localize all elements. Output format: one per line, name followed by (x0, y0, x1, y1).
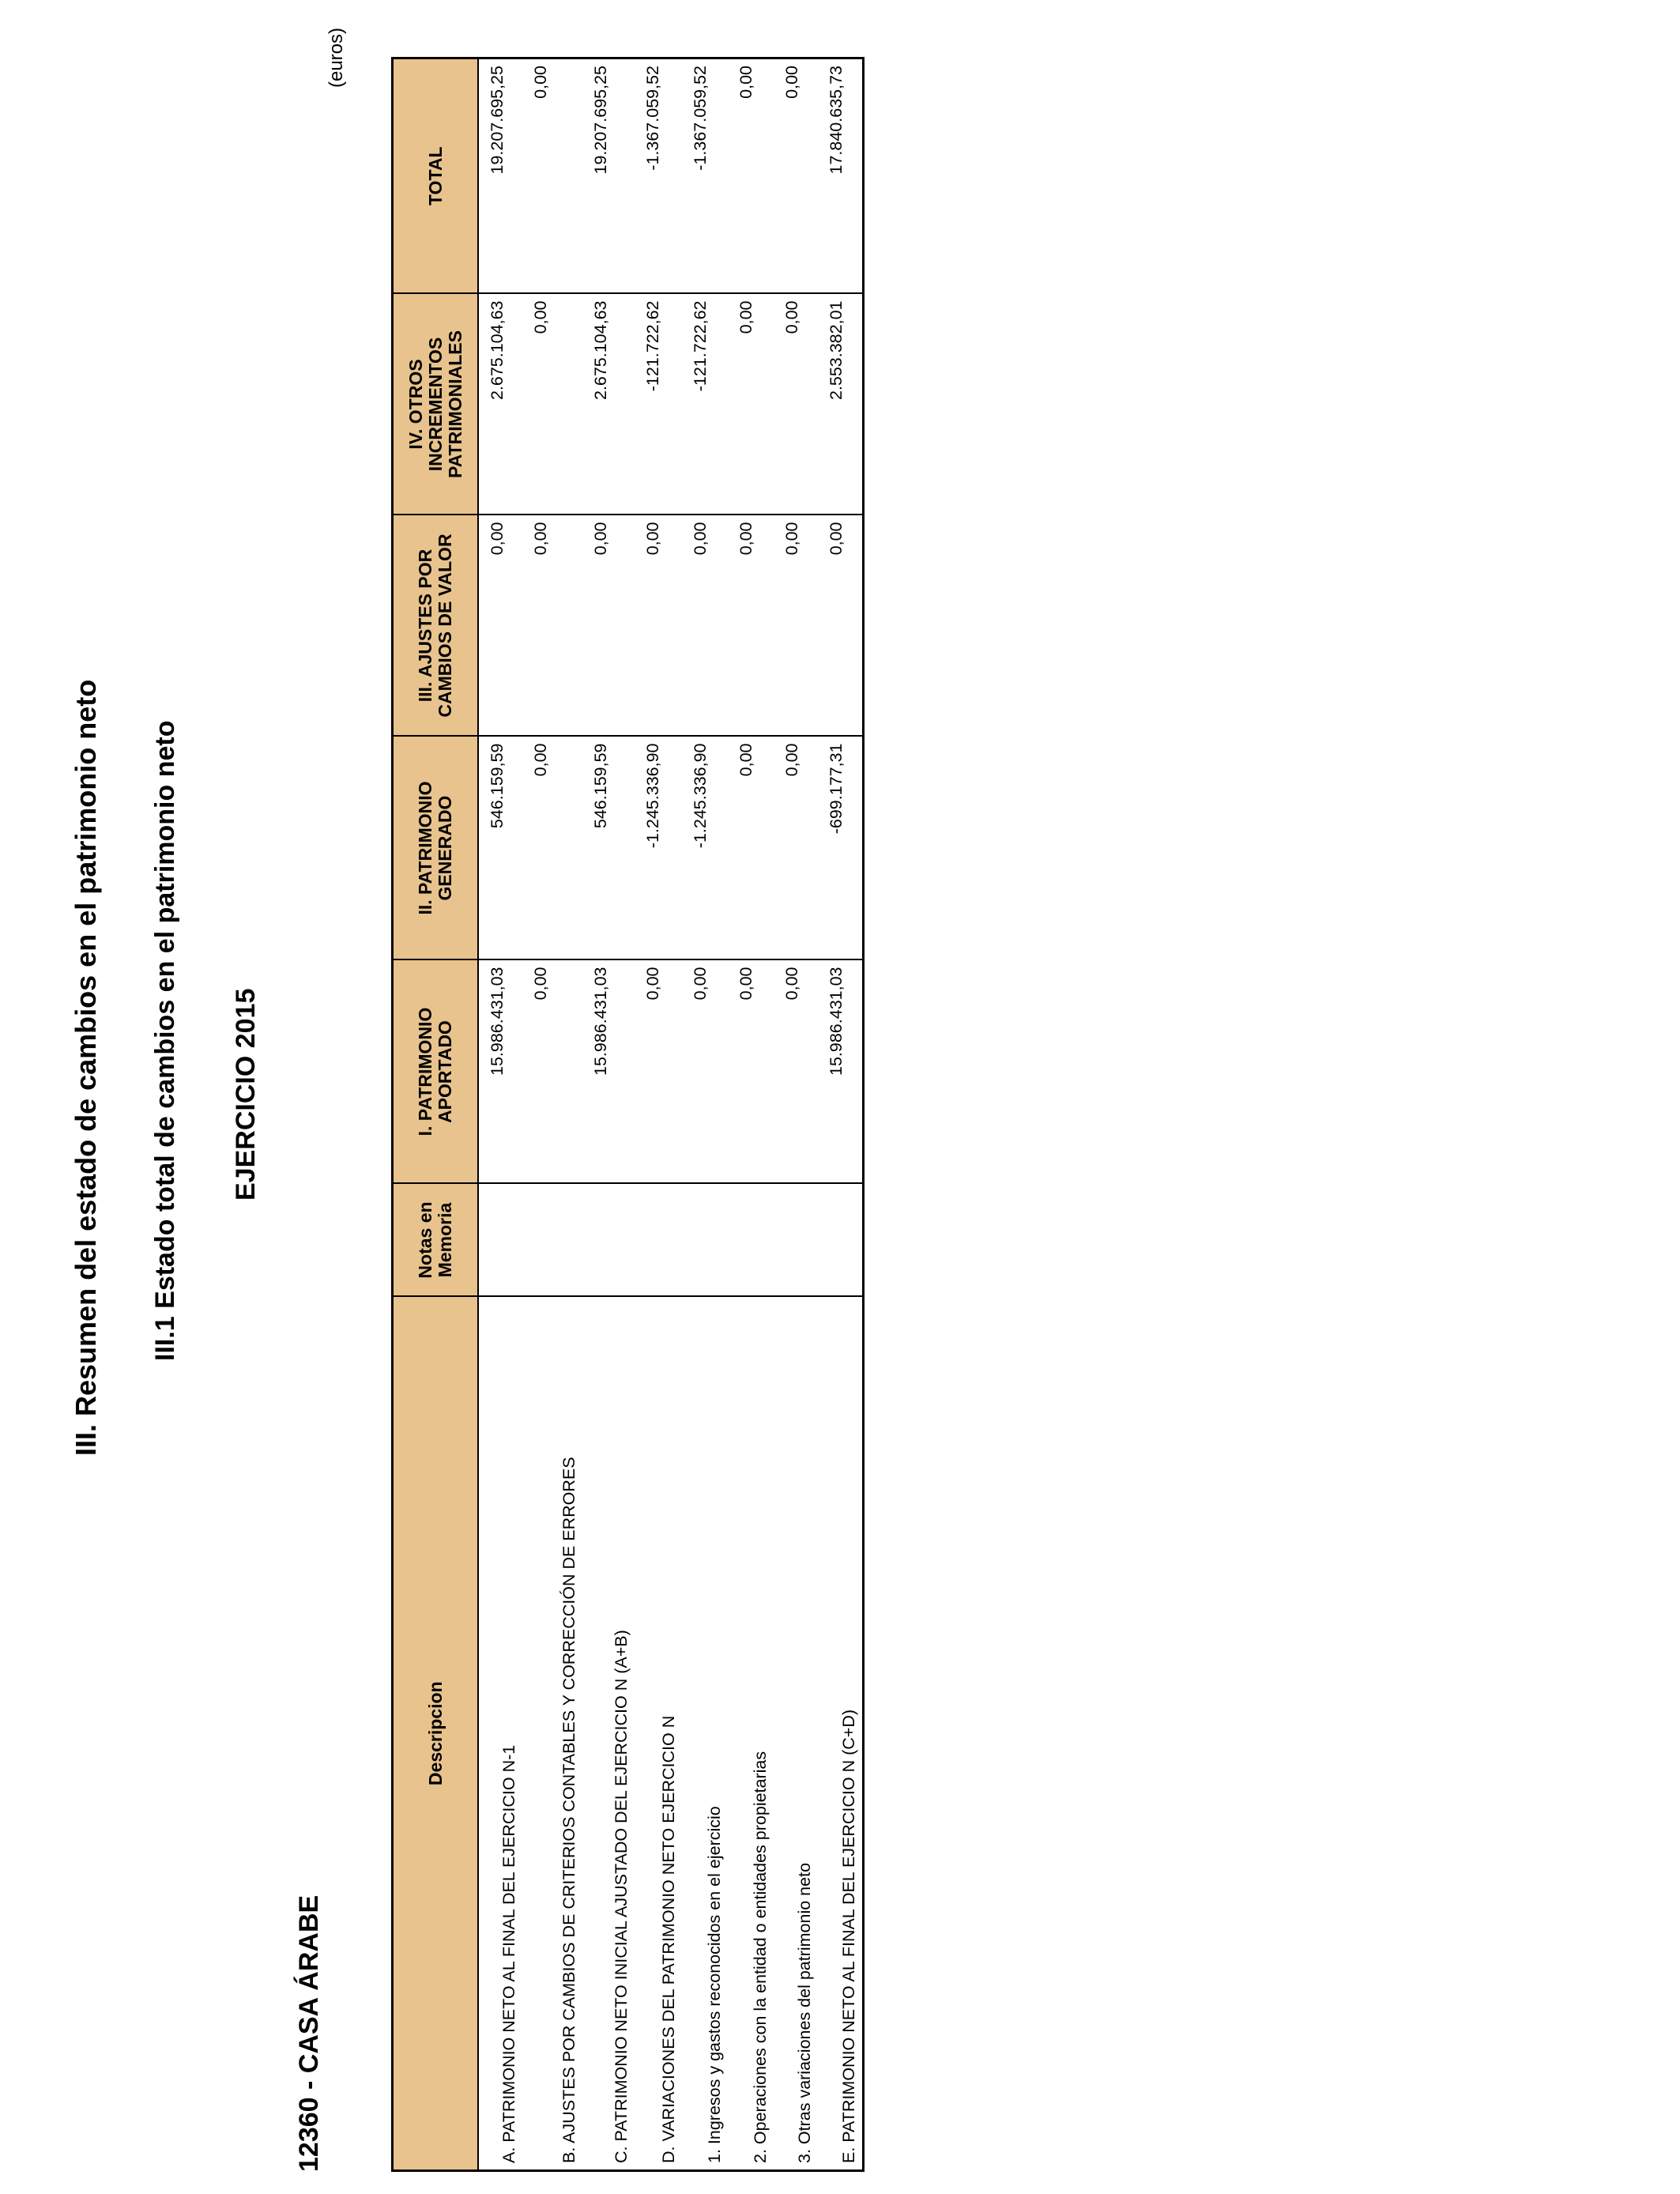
row-col2: -1.245.336,90 (635, 737, 682, 960)
row-col3: 0,00 (774, 515, 818, 737)
header-patrimonio-generado: II. PATRIMONIO GENERADO (393, 737, 479, 960)
row-total: 19.207.695,25 (478, 58, 522, 294)
header-ajustes-cambios-valor: III. AJUSTES POR CAMBIOS DE VALOR (393, 515, 479, 737)
table-row (728, 58, 774, 2171)
row-notes (682, 1184, 728, 1297)
row-col2: -699.177,31 (818, 737, 863, 960)
row-total: 17.840.635,73 (818, 58, 863, 294)
row-col2: 0,00 (522, 737, 582, 960)
row-col4: -121.722,62 (682, 294, 728, 515)
row-col2: -1.245.336,90 (682, 737, 728, 960)
header-description: Descripcion (393, 1297, 479, 2171)
row-col3: 0,00 (522, 515, 582, 737)
row-total: 0,00 (522, 58, 582, 294)
header-notes: Notas en Memoria (393, 1184, 479, 1297)
table-row (522, 58, 582, 2171)
row-notes (635, 1184, 682, 1297)
table-row (774, 58, 818, 2171)
row-description: 2. Operaciones con la entidad o entidades propietarias (728, 1297, 774, 2171)
row-col1: 0,00 (682, 960, 728, 1184)
row-col1: 15.986.431,03 (582, 960, 635, 1184)
row-col1: 0,00 (728, 960, 774, 1184)
row-col3: 0,00 (818, 515, 863, 737)
row-col4: 2.675.104,63 (478, 294, 522, 515)
header-otros-incrementos: IV. OTROS INCREMENTOS PATRIMONIALES (393, 294, 479, 515)
equity-changes-table (391, 57, 864, 2172)
row-col4: 0,00 (728, 294, 774, 515)
row-col4: 0,00 (522, 294, 582, 515)
header-total: TOTAL (393, 58, 479, 294)
row-col1: 0,00 (635, 960, 682, 1184)
table-row (582, 58, 635, 2171)
row-col2: 546.159,59 (582, 737, 635, 960)
row-col3: 0,00 (582, 515, 635, 737)
row-col3: 0,00 (682, 515, 728, 737)
row-col1: 0,00 (522, 960, 582, 1184)
row-col4: -121.722,62 (635, 294, 682, 515)
row-total: 0,00 (774, 58, 818, 294)
row-description: A. PATRIMONIO NETO AL FINAL DEL EJERCICIO N-1 (478, 1297, 522, 2171)
table-header-row (393, 58, 479, 2171)
row-col2: 0,00 (774, 737, 818, 960)
row-col1: 0,00 (774, 960, 818, 1184)
row-description: C. PATRIMONIO NETO INICIAL AJUSTADO DEL EJERCICIO N (A+B) (582, 1297, 635, 2171)
table-row (635, 58, 682, 2171)
row-total: 19.207.695,25 (582, 58, 635, 294)
row-col1: 15.986.431,03 (478, 960, 522, 1184)
row-col4: 0,00 (774, 294, 818, 515)
row-description: D. VARIACIONES DEL PATRIMONIO NETO EJERCICIO N (635, 1297, 682, 2171)
row-col4: 2.553.382,01 (818, 294, 863, 515)
row-description: 3. Otras variaciones del patrimonio neto (774, 1297, 818, 2171)
exercise-title: EJERCICIO 2015 (231, 988, 261, 1201)
row-notes (774, 1184, 818, 1297)
row-total: -1.367.059,52 (635, 58, 682, 294)
row-col3: 0,00 (728, 515, 774, 737)
row-col4: 2.675.104,63 (582, 294, 635, 515)
header-patrimonio-aportado: I. PATRIMONIO APORTADO (393, 960, 479, 1184)
row-description: B. AJUSTES POR CAMBIOS DE CRITERIOS CONTABLES Y CORRECCIÓN DE ERRORES (522, 1297, 582, 2171)
row-col2: 546.159,59 (478, 737, 522, 960)
main-title: III. Resumen del estado de cambios en el patrimonio neto (70, 679, 102, 1456)
units-label: (euros) (326, 27, 347, 88)
table-row (478, 58, 522, 2171)
row-notes (818, 1184, 863, 1297)
row-notes (728, 1184, 774, 1297)
row-notes (522, 1184, 582, 1297)
row-total: -1.367.059,52 (682, 58, 728, 294)
row-col3: 0,00 (478, 515, 522, 737)
row-col1: 15.986.431,03 (818, 960, 863, 1184)
row-col2: 0,00 (728, 737, 774, 960)
row-col3: 0,00 (635, 515, 682, 737)
row-notes (582, 1184, 635, 1297)
subtitle: III.1 Estado total de cambios en el patrimonio neto (150, 720, 180, 1361)
table-row (818, 58, 863, 2171)
table-row (682, 58, 728, 2171)
entity-name: 12360 - CASA ÁRABE (294, 1894, 324, 2172)
row-description: E. PATRIMONIO NETO AL FINAL DEL EJERCICIO N (C+D) (818, 1297, 863, 2171)
row-total: 0,00 (728, 58, 774, 294)
row-description: 1. Ingresos y gastos reconocidos en el ejercicio (682, 1297, 728, 2171)
row-notes (478, 1184, 522, 1297)
